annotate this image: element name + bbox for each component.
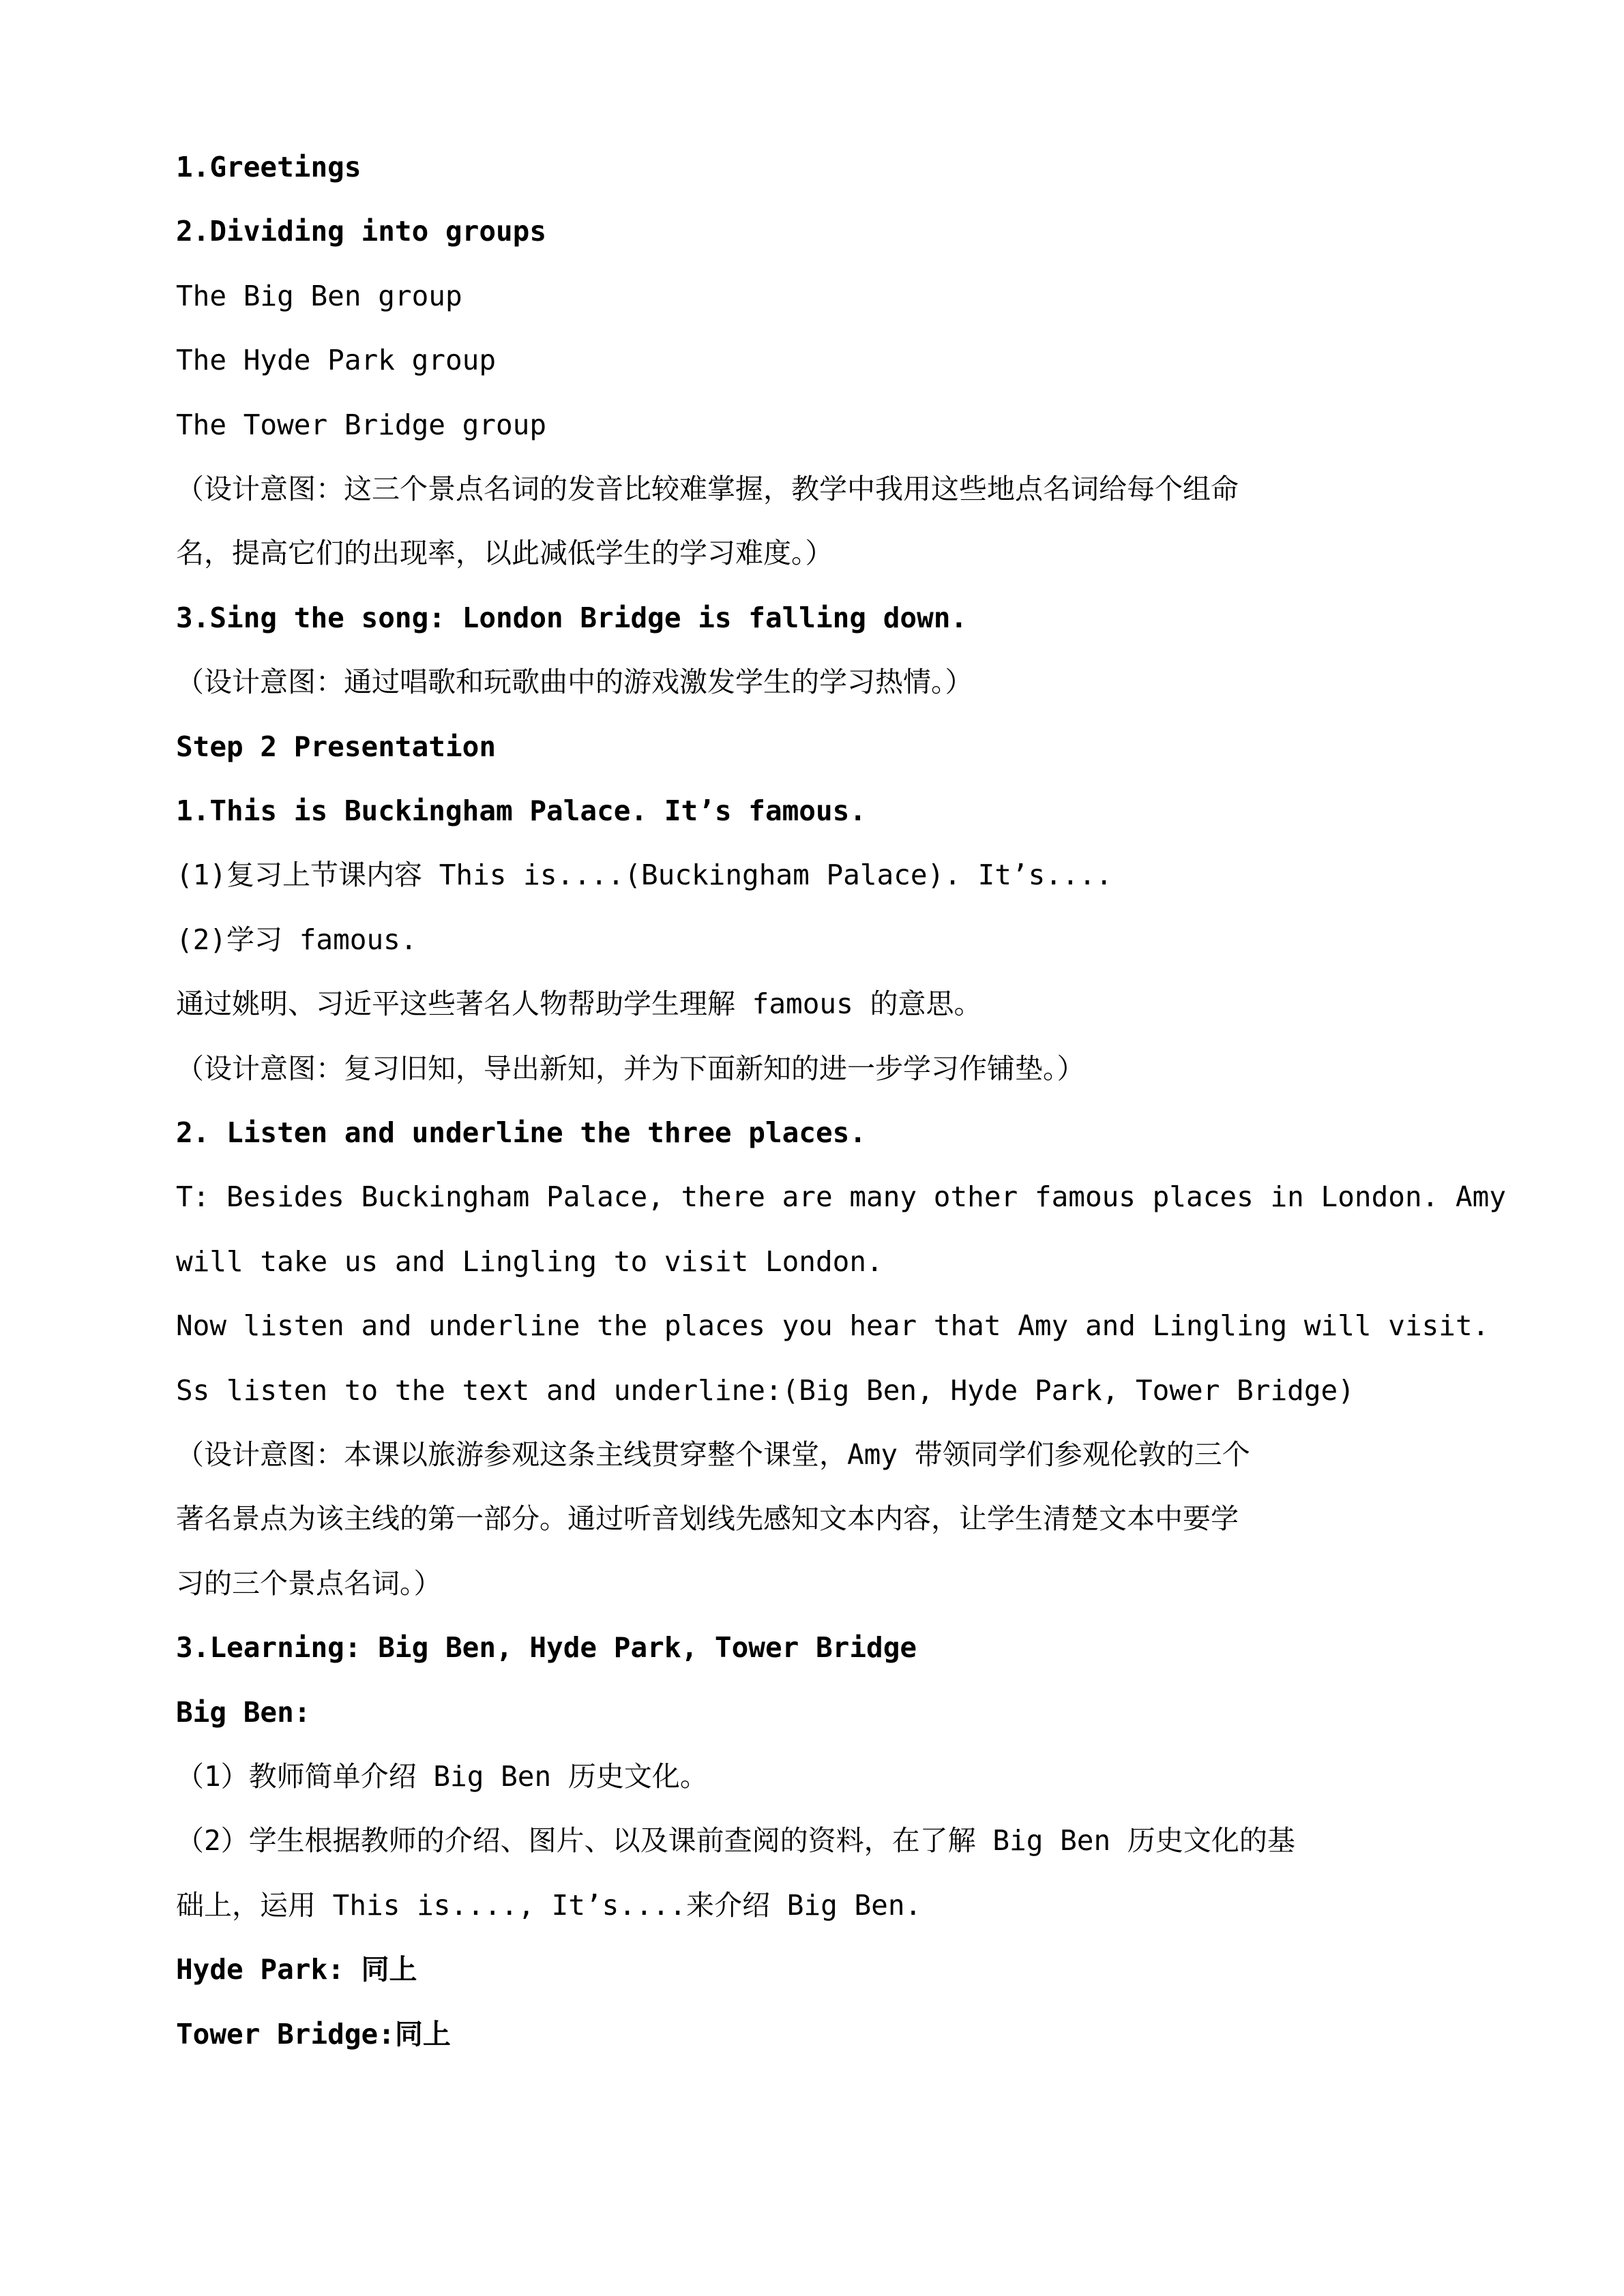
design-intent-2: （设计意图：通过唱歌和玩歌曲中的游戏激发学生的学习热情。） (176, 666, 973, 698)
famous-explanation: 通过姚明、习近平这些著名人物帮助学生理解 famous 的意思。 (176, 987, 982, 1020)
design-intent-4c: 习的三个景点名词。） (176, 1567, 442, 1600)
heading-step-2: Step 2 Presentation (176, 730, 496, 763)
design-intent-4b: 著名景点为该主线的第一部分。通过听音划线先感知文本内容，让学生清楚文本中要学 (176, 1502, 1239, 1535)
learn-item-2: (2)学习 famous. (176, 923, 417, 956)
big-ben-item-2a: （2）学生根据教师的介绍、图片、以及课前查阅的资料，在了解 Big Ben 历史文化的基 (176, 1824, 1295, 1857)
group-hyde-park: The Hyde Park group (176, 344, 496, 376)
group-big-ben: The Big Ben group (176, 280, 462, 312)
heading-dividing-groups: 2.Dividing into groups (176, 215, 547, 248)
subheading-tower-bridge: Tower Bridge:同上 (176, 2018, 451, 2051)
big-ben-item-1: （1）教师简单介绍 Big Ben 历史文化。 (176, 1760, 708, 1793)
listen-instruction: Now listen and underline the places you hear that Amy and Lingling will visit. (176, 1309, 1490, 1342)
teacher-line-2: will take us and Lingling to visit London. (176, 1245, 883, 1278)
heading-listen-underline: 2. Listen and underline the three places. (176, 1116, 867, 1149)
group-tower-bridge: The Tower Bridge group (176, 408, 547, 441)
heading-buckingham: 1.This is Buckingham Palace. It’s famous. (176, 794, 867, 827)
subheading-hyde-park: Hyde Park: 同上 (176, 1953, 417, 1986)
heading-sing-song: 3.Sing the song: London Bridge is falling down. (176, 601, 968, 634)
design-intent-3: （设计意图：复习旧知，导出新知，并为下面新知的进一步学习作铺垫。） (176, 1052, 1085, 1085)
students-underline: Ss listen to the text and underline:(Big Ben, Hyde Park, Tower Bridge) (176, 1374, 1355, 1407)
big-ben-item-2b: 础上，运用 This is...., It’s....来介绍 Big Ben. (176, 1889, 922, 1922)
review-item-1: (1)复习上节课内容 This is....(Buckingham Palace). It’s.... (176, 859, 1113, 891)
heading-learning: 3.Learning: Big Ben, Hyde Park, Tower Bridge (176, 1631, 917, 1664)
design-intent-4a: （设计意图：本课以旅游参观这条主线贯穿整个课堂，Amy 带领同学们参观伦敦的三个 (176, 1438, 1250, 1471)
teacher-line-1: T: Besides Buckingham Palace, there are many other famous places in London. Amy (176, 1180, 1507, 1213)
subheading-big-ben: Big Ben: (176, 1696, 311, 1729)
design-intent-1b: 名，提高它们的出现率，以此减低学生的学习难度。） (176, 537, 833, 569)
heading-greetings: 1.Greetings (176, 151, 361, 183)
design-intent-1a: （设计意图：这三个景点名词的发音比较难掌握，教学中我用这些地点名词给每个组命 (176, 473, 1239, 505)
